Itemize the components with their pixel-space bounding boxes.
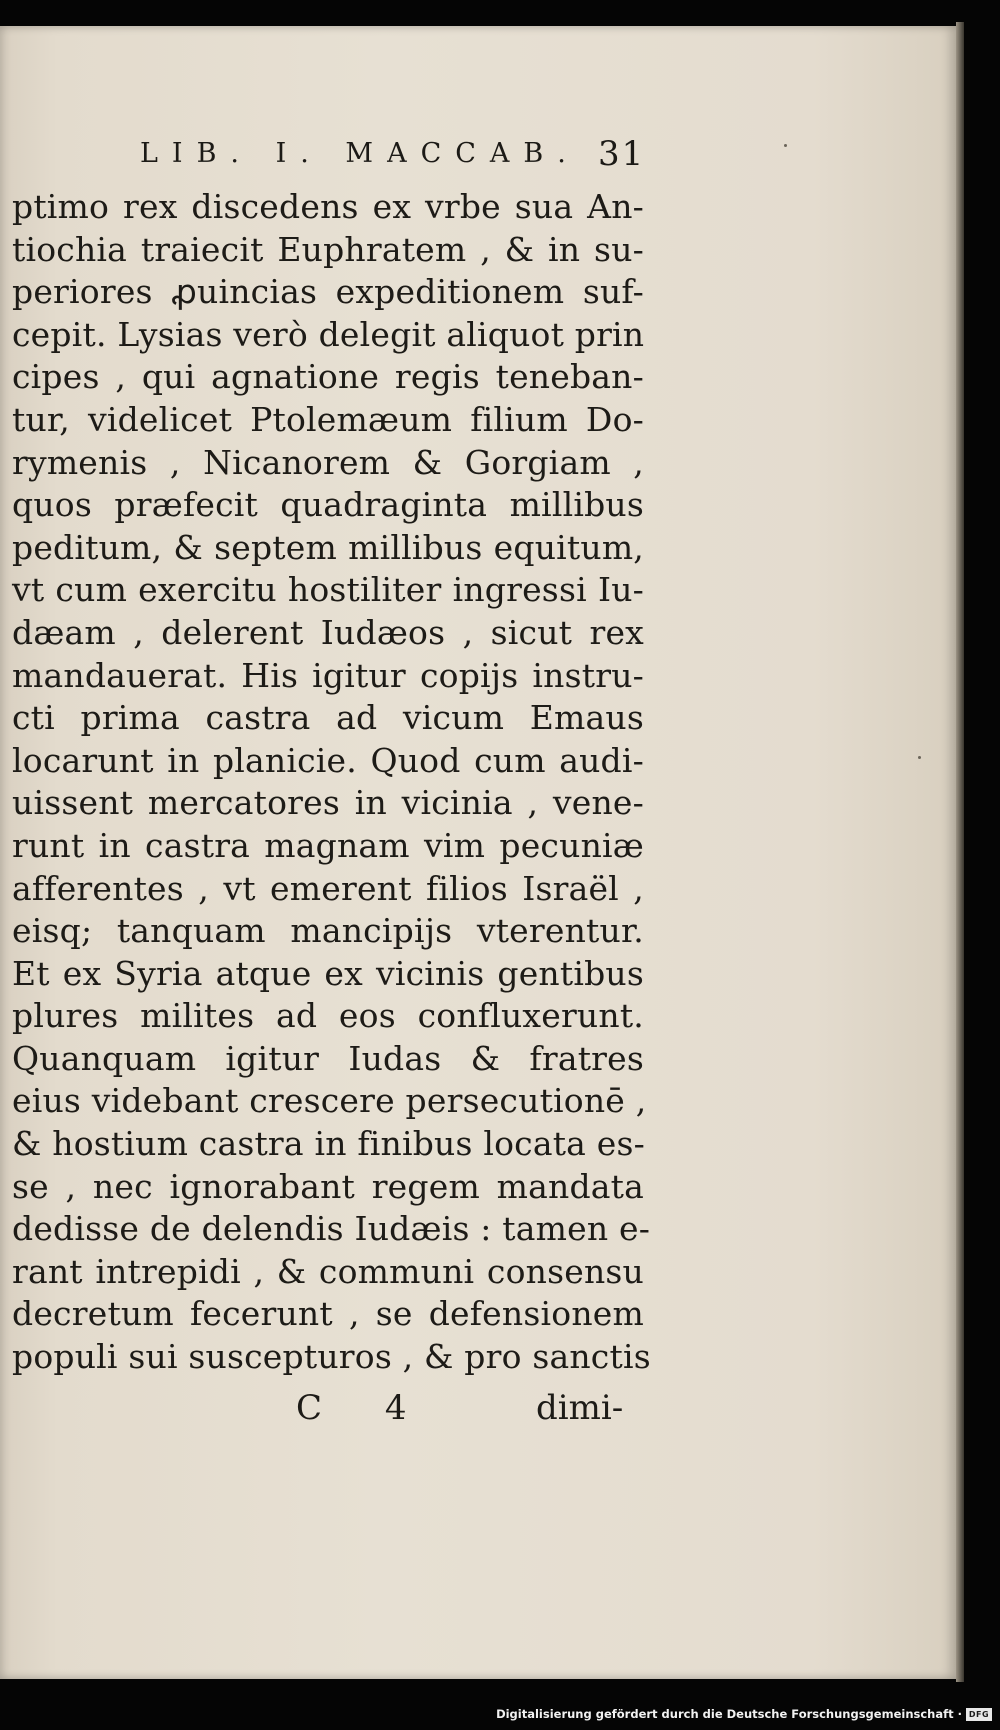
text-line: cepit. Lysias verò delegit aliquot prin — [12, 314, 645, 354]
text-line: quos præfecit quadraginta millibus — [12, 485, 644, 525]
text-line: peditum, & septem millibus equitum, — [12, 527, 644, 567]
page-number: 31 — [598, 134, 646, 174]
text-line: periores ꝓuincias expeditionem suf- — [12, 272, 644, 312]
book-page — [0, 26, 956, 1679]
credit-bar — [0, 1704, 1000, 1724]
catchword: dimi- — [536, 1388, 624, 1428]
text-line: locarunt in planicie. Quod cum audi- — [12, 740, 644, 780]
dfg-logo-icon: DFG — [966, 1708, 992, 1721]
text-line: dæam , delerent Iudæos , sicut rex — [12, 612, 644, 652]
text-line: se , nec ignorabant regem mandata — [12, 1166, 644, 1206]
text-line: tiochia traiecit Euphratem , & in su- — [12, 229, 644, 269]
funding-credit: Digitalisierung gefördert durch die Deutsche Forschungsgemeinschaft · — [496, 1707, 962, 1721]
text-line: ptimo rex discedens ex vrbe sua An- — [12, 187, 644, 226]
text-line: Et ex Syria atque ex vicinis gentibus — [12, 953, 644, 993]
signature-mark: C 4 — [296, 1388, 433, 1428]
text-line: vt cum exercitu hostiliter ingressi Iu- — [12, 570, 644, 610]
running-title: LIB. I. MACCAB. — [140, 138, 580, 169]
text-line: rant intrepidi , & communi consensu — [12, 1251, 644, 1291]
text-line: decretum fecerunt , se defensionem — [12, 1294, 644, 1334]
text-line: populi sui suscepturos , & pro sanctis — [12, 1337, 651, 1377]
text-line: eius videbant crescere persecutionē , — [12, 1081, 647, 1121]
text-line: tur, videlicet Ptolemæum filium Do- — [12, 399, 644, 439]
page-edge — [956, 22, 964, 1682]
text-line: afferentes , vt emerent filios Israël , — [12, 868, 644, 908]
text-line: Quanquam igitur Iudas & fratres — [12, 1038, 644, 1078]
text-line: uissent mercatores in vicinia , vene- — [12, 783, 644, 823]
text-line: & hostium castra in finibus locata es- — [12, 1124, 645, 1164]
body-text — [12, 186, 651, 1379]
text-line: cti prima castra ad vicum Emaus — [12, 698, 644, 738]
text-line: plures milites ad eos confluxerunt. — [12, 996, 644, 1036]
text-line: mandauerat. His igitur copijs instru- — [12, 655, 644, 695]
text-line: dedisse de delendis Iudæis : tamen e- — [12, 1209, 651, 1249]
paper-speck — [784, 144, 787, 147]
text-line: runt in castra magnam vim pecuniæ — [12, 825, 644, 865]
text-line: cipes , qui agnatione regis teneban- — [12, 357, 644, 397]
paper-speck — [918, 756, 921, 759]
text-line: rymenis , Nicanorem & Gorgiam , — [12, 442, 644, 482]
running-head — [0, 134, 956, 174]
page-footer — [0, 1388, 956, 1438]
text-line: eisq; tanquam mancipijs vterentur. — [12, 911, 644, 951]
